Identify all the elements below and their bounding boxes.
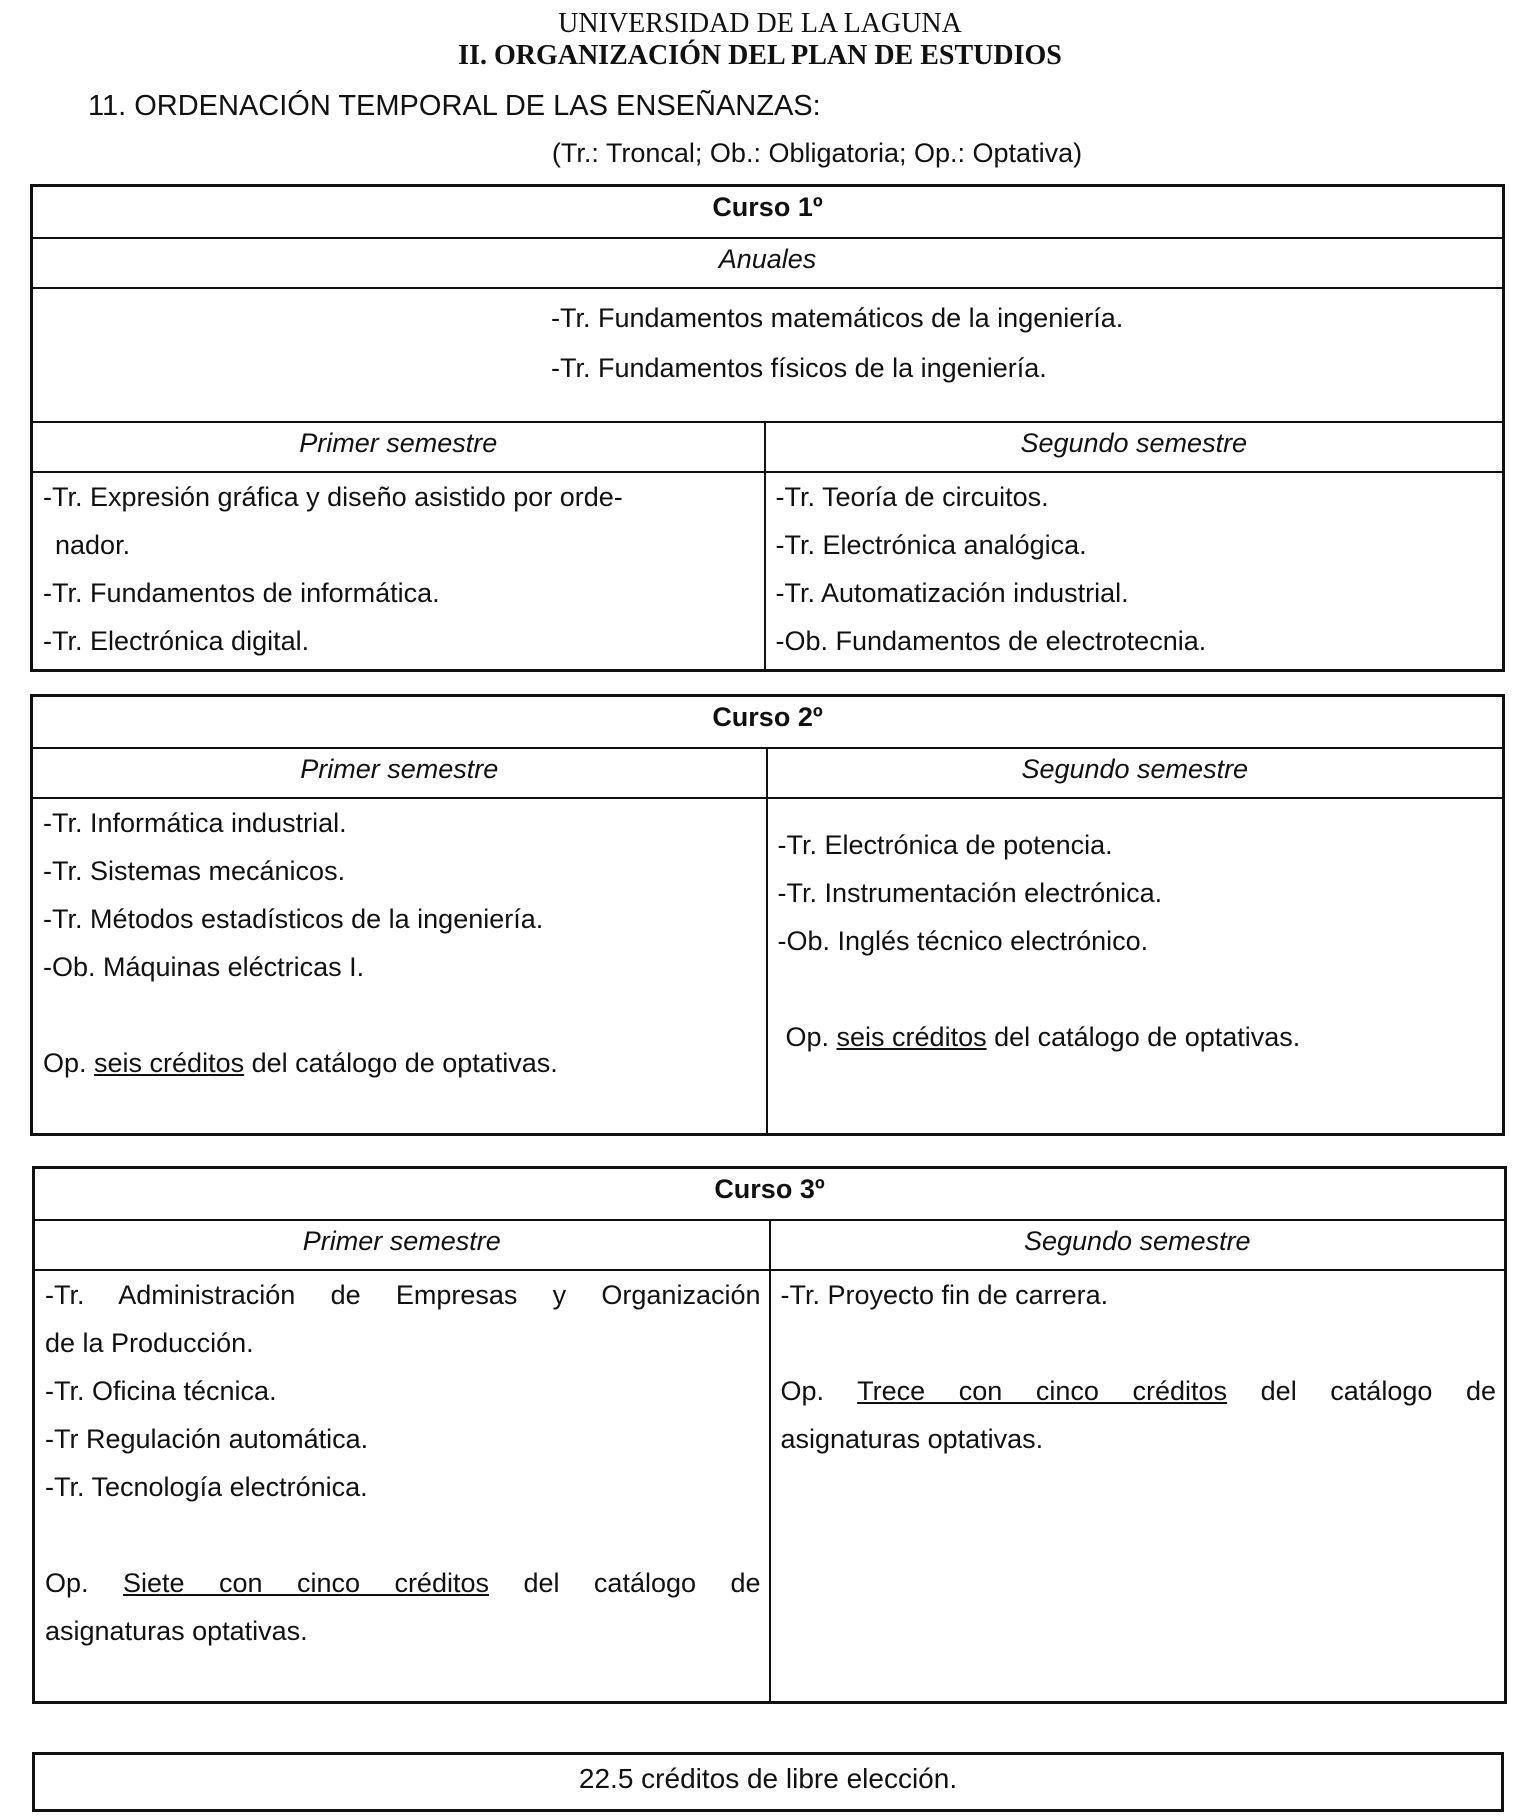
subject-item: -Tr. Fundamentos matemáticos de la ingeniería. [551,303,1124,333]
subject-item: -Tr. Métodos estadísticos de la ingeniería. [43,904,544,934]
optional-credits-note: Op. Trece con cinco créditos del catálogo de [780,1376,1497,1406]
subject-item: -Tr. Electrónica digital. [43,626,310,656]
subject-item: -Ob. Máquinas eléctricas I. [43,952,365,982]
university-name: UNIVERSIDAD DE LA LAGUNA [558,8,962,39]
subject-item: -Tr. Informática industrial. [43,808,347,838]
credits-amount: seis créditos [836,1022,987,1052]
credits-amount: Trece con cinco créditos [857,1376,1228,1406]
course-2-title: Curso 2º [32,696,1504,749]
subject-item: -Tr. Expresión gráfica y diseño asistido por orde- [43,482,623,512]
subject-item: -Tr Regulación automática. [45,1424,369,1454]
optional-credits-note-continuation: asignaturas optativas. [45,1616,308,1646]
subject-item-continuation: de la Producción. [45,1328,254,1358]
optional-credits-note: Op. seis créditos del catálogo de optativas. [43,1048,558,1078]
subject-item: -Tr. Proyecto fin de carrera. [780,1280,1109,1310]
abbreviation-legend: (Tr.: Troncal; Ob.: Obligatoria; Op.: Optativa) [551,138,1083,168]
subject-item: -Tr. Teoría de circuitos. [775,482,1049,512]
optional-credits-note: Op. Siete con cinco créditos del catálogo de [45,1568,761,1598]
subject-item: -Tr. Automatización industrial. [775,578,1129,608]
course-3-title: Curso 3º [34,1168,1506,1221]
course-2-first-semester-subjects [32,798,767,1135]
course-1-title: Curso 1º [32,186,1504,239]
subject-item: -Ob. Inglés técnico electrónico. [777,926,1149,956]
course-2-second-semester-subjects [767,798,1504,1135]
subject-item-continuation: nador. [55,530,131,560]
subject-item: -Tr. Electrónica de potencia. [777,830,1113,860]
course-3-second-semester-label: Segundo semestre [770,1220,1506,1270]
course-1-first-semester-label: Primer semestre [32,422,765,472]
subject-item: -Tr. Fundamentos físicos de la ingeniería. [551,353,1047,383]
subject-item: -Tr. Tecnología electrónica. [45,1472,368,1502]
course-1-annual-subjects [32,288,1504,422]
course-2-table [30,694,1505,1136]
document-title: II. ORGANIZACIÓN DEL PLAN DE ESTUDIOS [458,40,1062,71]
course-3-first-semester-label: Primer semestre [34,1220,770,1270]
subject-item: -Tr. Administración de Empresas y Organización [45,1280,761,1310]
credits-amount: Siete con cinco créditos [122,1568,489,1598]
course-3-table [32,1166,1507,1704]
optional-credits-note: Op. seis créditos del catálogo de optativas. [785,1022,1301,1052]
course-1-second-semester-subjects [765,472,1504,671]
course-3-first-semester-subjects [34,1270,770,1703]
course-1-annual-label: Anuales [32,238,1504,288]
course-2-first-semester-label: Primer semestre [32,748,767,798]
course-2-second-semester-label: Segundo semestre [767,748,1504,798]
subject-item: -Tr. Sistemas mecánicos. [43,856,346,886]
course-1-table [30,184,1505,672]
subject-item: -Tr. Fundamentos de informática. [43,578,440,608]
subject-item: -Tr. Oficina técnica. [45,1376,277,1406]
free-choice-credits: 22.5 créditos de libre elección. [32,1752,1504,1812]
credits-amount: seis créditos [94,1048,245,1078]
subject-item: -Ob. Fundamentos de electrotecnia. [775,626,1207,656]
course-3-second-semester-subjects [770,1270,1506,1703]
section-heading: 11. ORDENACIÓN TEMPORAL DE LAS ENSEÑANZAS: [88,90,821,122]
subject-item: -Tr. Electrónica analógica. [775,530,1087,560]
course-1-first-semester-subjects [32,472,765,671]
subject-item: -Tr. Instrumentación electrónica. [777,878,1163,908]
course-1-second-semester-label: Segundo semestre [765,422,1504,472]
optional-credits-note-continuation: asignaturas optativas. [780,1424,1044,1454]
